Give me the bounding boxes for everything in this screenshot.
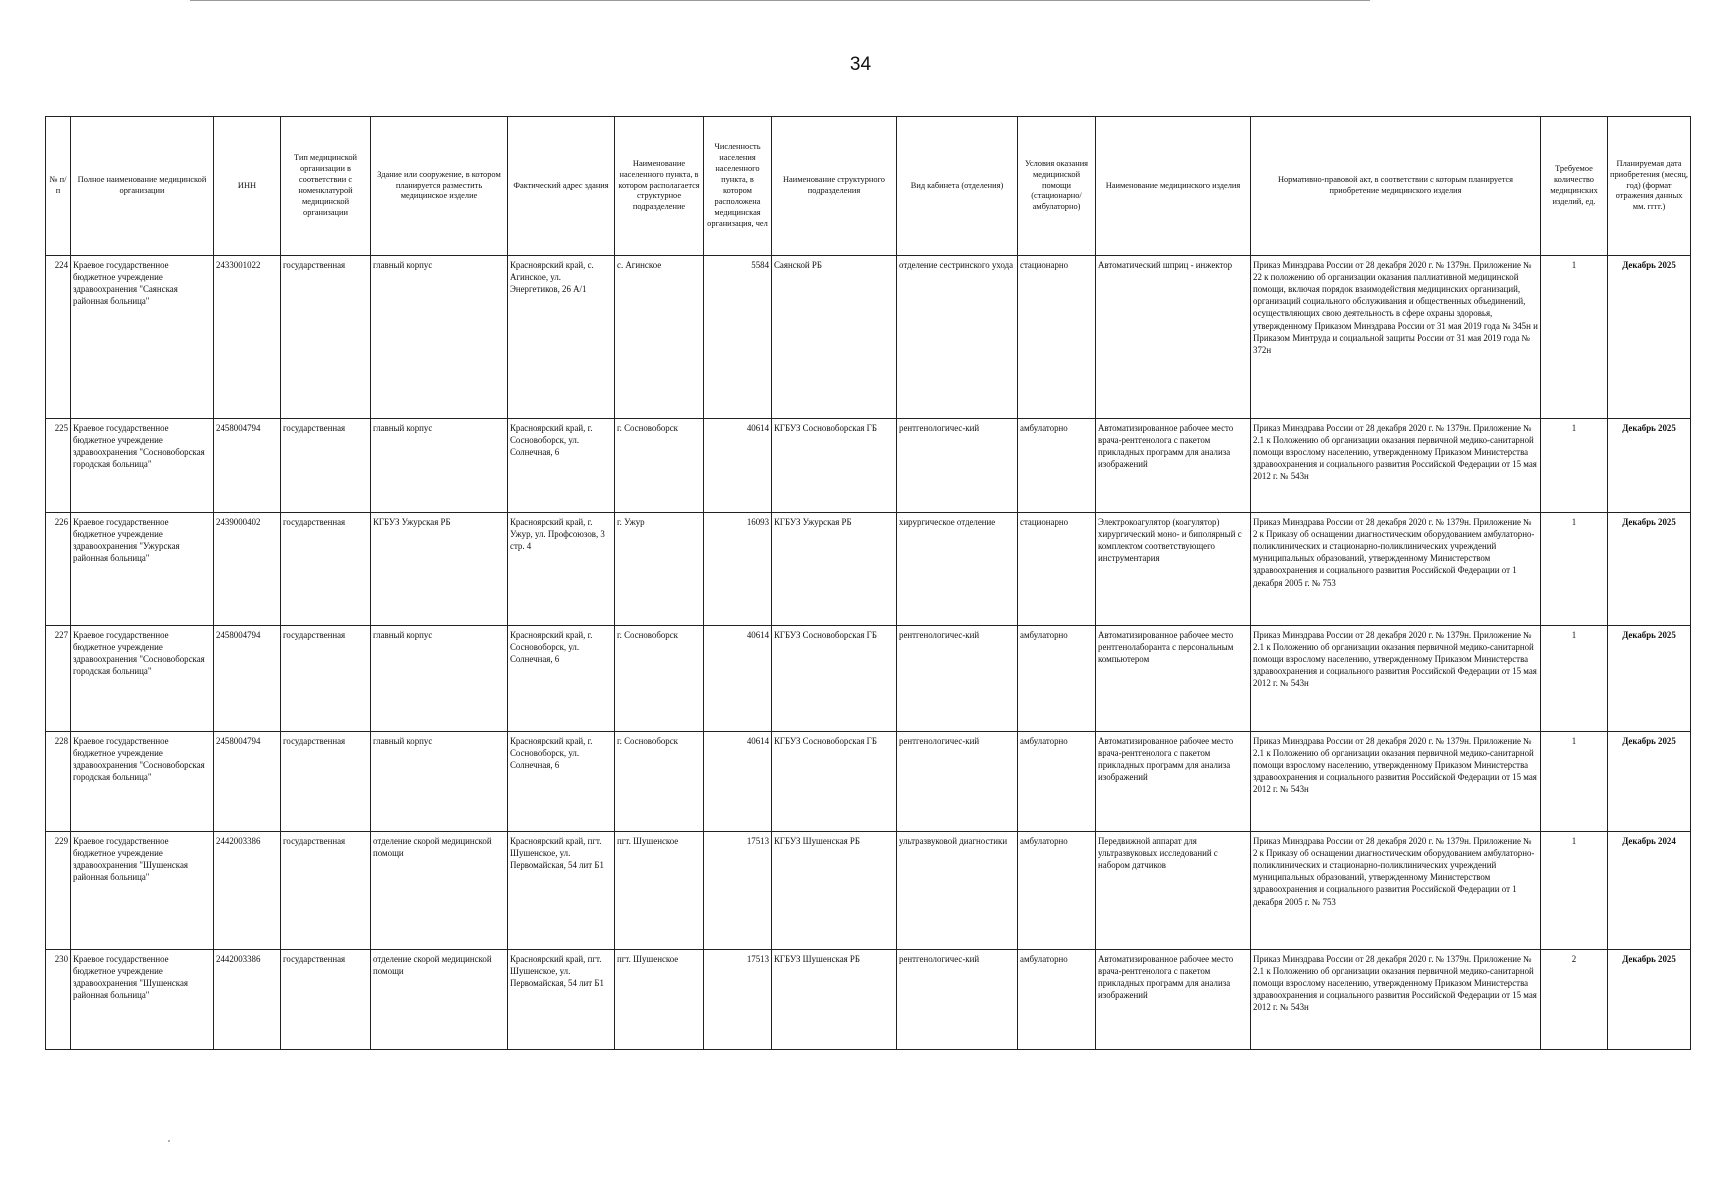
table-header-row xyxy=(46,117,1691,256)
population: 17513 xyxy=(704,832,772,950)
purchase-date: Декабрь 2025 xyxy=(1608,950,1691,1050)
purchase-date: Декабрь 2024 xyxy=(1608,832,1691,950)
medical-device: Автоматизированное рабочее место врача-рентгенолога с пакетом прикладных программ для анализа изображений xyxy=(1096,419,1251,513)
organization-name: Краевое государственное бюджетное учреждение здравоохранения "Шушенская районная больница" xyxy=(71,950,214,1050)
cabinet-type: рентгенологичес-кий xyxy=(897,626,1018,732)
quantity: 1 xyxy=(1541,513,1608,626)
header-organization: Полное наименование медицинской организации xyxy=(71,117,214,256)
inn-value: 2458004794 xyxy=(214,732,281,832)
header-address: Фактический адрес здания xyxy=(508,117,615,256)
structural-unit: Саянской РБ xyxy=(772,256,897,419)
cabinet-type: рентгенологичес-кий xyxy=(897,950,1018,1050)
cabinet-type: хирургическое отделение xyxy=(897,513,1018,626)
care-conditions: стационарно xyxy=(1018,256,1096,419)
header-org-type: Тип медицинской организации в соответствии с номенклатурой медицинской организации xyxy=(281,117,371,256)
quantity: 1 xyxy=(1541,256,1608,419)
row-num: 224 xyxy=(46,256,71,419)
building: главный корпус xyxy=(371,419,508,513)
building: главный корпус xyxy=(371,732,508,832)
organization-name: Краевое государственное бюджетное учреждение здравоохранения "Сосновоборская городская больница" xyxy=(71,626,214,732)
care-conditions: амбулаторно xyxy=(1018,832,1096,950)
header-device: Наименование медицинского изделия xyxy=(1096,117,1251,256)
locality: г. Сосновоборск xyxy=(615,732,704,832)
cabinet-type: рентгенологичес-кий xyxy=(897,732,1018,832)
table-row xyxy=(46,513,1691,626)
address: Красноярский край, г. Сосновоборск, ул. Солнечная, 6 xyxy=(508,732,615,832)
building: отделение скорой медицинской помощи xyxy=(371,832,508,950)
quantity: 1 xyxy=(1541,626,1608,732)
address: Красноярский край, с. Агинское, ул. Энергетиков, 26 А/1 xyxy=(508,256,615,419)
org-type: государственная xyxy=(281,513,371,626)
quantity: 2 xyxy=(1541,950,1608,1050)
header-num: № п/п xyxy=(46,117,71,256)
equipment-table xyxy=(45,116,1691,1050)
purchase-date: Декабрь 2025 xyxy=(1608,256,1691,419)
purchase-date: Декабрь 2025 xyxy=(1608,732,1691,832)
header-building: Здание или сооружение, в котором планируется разместить медицинское изделие xyxy=(371,117,508,256)
quantity: 1 xyxy=(1541,732,1608,832)
address: Красноярский край, пгт. Шушенское, ул. Первомайская, 54 лит Б1 xyxy=(508,832,615,950)
care-conditions: амбулаторно xyxy=(1018,626,1096,732)
inn-value: 2439000402 xyxy=(214,513,281,626)
building: отделение скорой медицинской помощи xyxy=(371,950,508,1050)
legal-act: Приказ Минздрава России от 28 декабря 2020 г. № 1379н. Приложение № 2.1 к Положению об организации оказания первичной медико-санитарной помощи взрослому населению, утвержденному Приказом Министерства здравоохранения и социального развития Российской Федерации от 15 мая 2012 г. № 543н xyxy=(1251,626,1541,732)
care-conditions: амбулаторно xyxy=(1018,950,1096,1050)
table-row xyxy=(46,950,1691,1050)
address: Красноярский край, г. Ужур, ул. Профсоюзов, 3 стр. 4 xyxy=(508,513,615,626)
row-num: 225 xyxy=(46,419,71,513)
table-row xyxy=(46,732,1691,832)
address: Красноярский край, пгт. Шушенское, ул. Первомайская, 54 лит Б1 xyxy=(508,950,615,1050)
scan-speck xyxy=(168,1140,170,1142)
structural-unit: КГБУЗ Сосновоборская ГБ xyxy=(772,626,897,732)
cabinet-type: ультразвуковой диагностики xyxy=(897,832,1018,950)
structural-unit: КГБУЗ Шушенская РБ xyxy=(772,950,897,1050)
org-type: государственная xyxy=(281,832,371,950)
medical-device: Автоматический шприц - инжектор xyxy=(1096,256,1251,419)
legal-act: Приказ Минздрава России от 28 декабря 2020 г. № 1379н. Приложение № 2 к Приказу об оснащении диагностическим оборудованием амбулаторно-поликлинических и стационарно-поликлинических учреждений муниципальных образований, утвержденному Министерством здравоохранения и социального развития Российской Федерации от 1 декабря 2005 г. № 753 xyxy=(1251,513,1541,626)
org-type: государственная xyxy=(281,419,371,513)
care-conditions: амбулаторно xyxy=(1018,419,1096,513)
page-number: 34 xyxy=(849,54,872,75)
cabinet-type: рентгенологичес-кий xyxy=(897,419,1018,513)
inn-value: 2442003386 xyxy=(214,950,281,1050)
building: главный корпус xyxy=(371,256,508,419)
building: КГБУЗ Ужурская РБ xyxy=(371,513,508,626)
locality: г. Ужур xyxy=(615,513,704,626)
header-locality: Наименование населенного пункта, в котором располагается структурное подразделение xyxy=(615,117,704,256)
org-type: государственная xyxy=(281,950,371,1050)
locality: г. Сосновоборск xyxy=(615,626,704,732)
table-row xyxy=(46,419,1691,513)
care-conditions: стационарно xyxy=(1018,513,1096,626)
row-num: 229 xyxy=(46,832,71,950)
scan-top-edge xyxy=(190,0,1370,1)
population: 5584 xyxy=(704,256,772,419)
row-num: 230 xyxy=(46,950,71,1050)
locality: пгт. Шушенское xyxy=(615,832,704,950)
header-population: Численность населения населенного пункта, в котором расположена медицинская организация, чел xyxy=(704,117,772,256)
header-inn: ИНН xyxy=(214,117,281,256)
locality: г. Сосновоборск xyxy=(615,419,704,513)
care-conditions: амбулаторно xyxy=(1018,732,1096,832)
legal-act: Приказ Минздрава России от 28 декабря 2020 г. № 1379н. Приложение № 22 к положению об организации оказания паллиативной медицинской помощи, включая порядок взаимодействия медицинских организаций, организаций социального обслуживания и общественных объединений, осуществляющих свою деятельность в сфере охраны здоровья, утвержденному Приказом Минздрава России от 31 мая 2019 года № 345н и Приказом Минтруда и социальной защиты России от 31 мая 2019 года № 372н xyxy=(1251,256,1541,419)
header-cabinet: Вид кабинета (отделения) xyxy=(897,117,1018,256)
inn-value: 2458004794 xyxy=(214,419,281,513)
population: 17513 xyxy=(704,950,772,1050)
locality: с. Агинское xyxy=(615,256,704,419)
population: 40614 xyxy=(704,626,772,732)
medical-device: Передвижной аппарат для ультразвуковых исследований с набором датчиков xyxy=(1096,832,1251,950)
org-type: государственная xyxy=(281,256,371,419)
organization-name: Краевое государственное бюджетное учреждение здравоохранения "Саянская районная больница" xyxy=(71,256,214,419)
org-type: государственная xyxy=(281,626,371,732)
header-conditions: Условия оказания медицинской помощи (стационарно/ амбулаторно) xyxy=(1018,117,1096,256)
inn-value: 2442003386 xyxy=(214,832,281,950)
organization-name: Краевое государственное бюджетное учреждение здравоохранения "Ужурская районная больница" xyxy=(71,513,214,626)
table-row xyxy=(46,626,1691,732)
organization-name: Краевое государственное бюджетное учреждение здравоохранения "Шушенская районная больница" xyxy=(71,832,214,950)
legal-act: Приказ Минздрава России от 28 декабря 2020 г. № 1379н. Приложение № 2 к Приказу об оснащении диагностическим оборудованием амбулаторно-поликлинических и стационарно-поликлинических учреждений муниципальных образований, утвержденному Министерством здравоохранения и социального развития Российской Федерации от 1 декабря 2005 г. № 753 xyxy=(1251,832,1541,950)
purchase-date: Декабрь 2025 xyxy=(1608,513,1691,626)
organization-name: Краевое государственное бюджетное учреждение здравоохранения "Сосновоборская городская больница" xyxy=(71,732,214,832)
row-num: 228 xyxy=(46,732,71,832)
legal-act: Приказ Минздрава России от 28 декабря 2020 г. № 1379н. Приложение № 2.1 к Положению об организации оказания первичной медико-санитарной помощи взрослому населению, утвержденному Приказом Министерства здравоохранения и социального развития Российской Федерации от 15 мая 2012 г. № 543н xyxy=(1251,419,1541,513)
quantity: 1 xyxy=(1541,832,1608,950)
org-type: государственная xyxy=(281,732,371,832)
structural-unit: КГБУЗ Сосновоборская ГБ xyxy=(772,732,897,832)
legal-act: Приказ Минздрава России от 28 декабря 2020 г. № 1379н. Приложение № 2.1 к Положению об организации оказания первичной медико-санитарной помощи взрослому населению, утвержденному Приказом Министерства здравоохранения и социального развития Российской Федерации от 15 мая 2012 г. № 543н xyxy=(1251,950,1541,1050)
table-row xyxy=(46,832,1691,950)
header-legal-act: Нормативно-правовой акт, в соответствии с которым планируется приобретение медицинского изделия xyxy=(1251,117,1541,256)
legal-act: Приказ Минздрава России от 28 декабря 2020 г. № 1379н. Приложение № 2.1 к Положению об организации оказания первичной медико-санитарной помощи взрослому населению, утвержденному Приказом Министерства здравоохранения и социального развития Российской Федерации от 15 мая 2012 г. № 543н xyxy=(1251,732,1541,832)
quantity: 1 xyxy=(1541,419,1608,513)
address: Красноярский край, г. Сосновоборск, ул. Солнечная, 6 xyxy=(508,419,615,513)
organization-name: Краевое государственное бюджетное учреждение здравоохранения "Сосновоборская городская больница" xyxy=(71,419,214,513)
row-num: 227 xyxy=(46,626,71,732)
building: главный корпус xyxy=(371,626,508,732)
header-quantity: Требуемое количество медицинских изделий, ед. xyxy=(1541,117,1608,256)
header-unit: Наименование структурного подразделения xyxy=(772,117,897,256)
medical-device: Автоматизированное рабочее место врача-рентгенолога с пакетом прикладных программ для анализа изображений xyxy=(1096,950,1251,1050)
row-num: 226 xyxy=(46,513,71,626)
address: Красноярский край, г. Сосновоборск, ул. Солнечная, 6 xyxy=(508,626,615,732)
medical-device: Электрокоагулятор (коагулятор) хирургический моно- и биполярный с комплектом соответствующего инструментария xyxy=(1096,513,1251,626)
locality: пгт. Шушенское xyxy=(615,950,704,1050)
population: 40614 xyxy=(704,732,772,832)
purchase-date: Декабрь 2025 xyxy=(1608,419,1691,513)
population: 40614 xyxy=(704,419,772,513)
structural-unit: КГБУЗ Шушенская РБ xyxy=(772,832,897,950)
structural-unit: КГБУЗ Ужурская РБ xyxy=(772,513,897,626)
cabinet-type: отделение сестринского ухода xyxy=(897,256,1018,419)
medical-device: Автоматизированное рабочее место врача-рентгенолога с пакетом прикладных программ для анализа изображений xyxy=(1096,732,1251,832)
population: 16093 xyxy=(704,513,772,626)
header-date: Планируемая дата приобретения (месяц, год) (формат отражения данных мм. гггг.) xyxy=(1608,117,1691,256)
inn-value: 2433001022 xyxy=(214,256,281,419)
purchase-date: Декабрь 2025 xyxy=(1608,626,1691,732)
inn-value: 2458004794 xyxy=(214,626,281,732)
table-row xyxy=(46,256,1691,419)
medical-device: Автоматизированное рабочее место рентгенолаборанта с персональным компьютером xyxy=(1096,626,1251,732)
structural-unit: КГБУЗ Сосновоборская ГБ xyxy=(772,419,897,513)
